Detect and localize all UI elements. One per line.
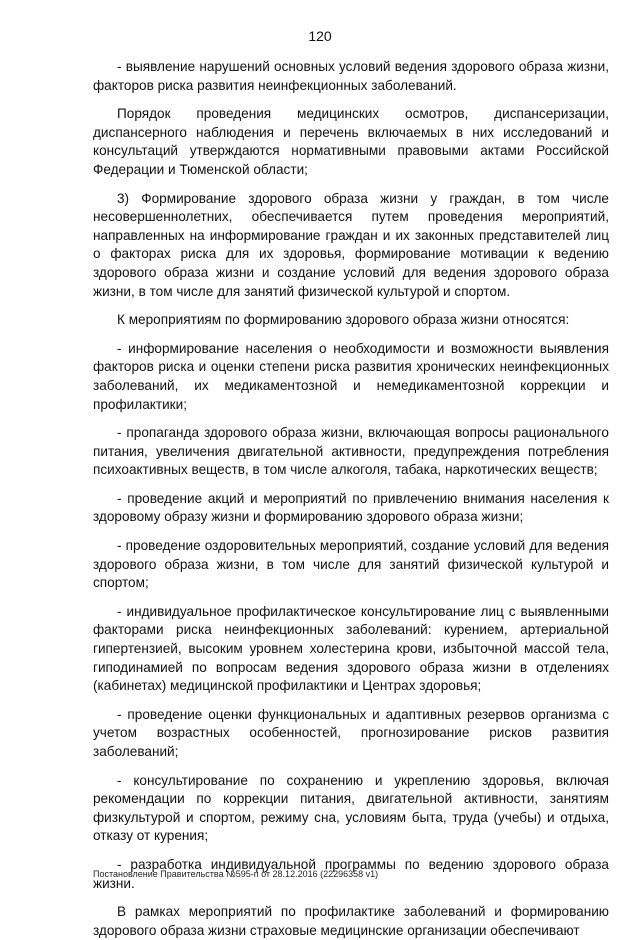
list-item: - проведение оздоровительных мероприятий, создание условий для ведения здорового образа жизни, в том числе для занятий физической культурой и спортом; xyxy=(93,538,609,591)
list-item: - проведение оценки функциональных и адаптивных резервов организма с учетом возрастных особенностей, прогнозирование рисков развития заболеваний; xyxy=(93,706,609,759)
paragraph: Порядок проведения медицинских осмотров, диспансеризации, диспансерного наблюдения и перечень включаемых в них исследований и консультаций утверждаются нормативными правовыми актами Российской Федерации и Тюменской области; xyxy=(93,106,609,177)
paragraph: - выявление нарушений основных условий ведения здорового образа жизни, факторов риска развития неинфекционных заболеваний. xyxy=(93,59,609,93)
paragraph: К мероприятиям по формированию здорового образа жизни относятся: xyxy=(117,312,570,328)
list-item: - индивидуальное профилактическое консультирование лиц с выявленными факторами риска неинфекционных заболеваний: курением, артериальной гипертензией, высоким уровнем холестерина крови, избыточной массой тела, гиподинамией по вопросам ведения здорового образа жизни в отделениях (кабинетах) медицинской профилактики и Центрах здоровья; xyxy=(93,603,609,694)
paragraph: В рамках мероприятий по профилактике заболеваний и формированию здорового образа жизни страховые медицинские организации обеспечивают xyxy=(93,904,609,938)
paragraph: 3) Формирование здорового образа жизни у граждан, в том числе несовершеннолетних, обеспечивается путем проведения мероприятий, направленных на информирование граждан и их законных представителей лиц о факторах риска для их здоровья, формирование мотивации к ведению здорового образа жизни и создание условий для ведения здорового образа жизни, в том числе для занятий физической культурой и спортом. xyxy=(93,190,609,299)
list-item: - проведение акций и мероприятий по привлечению внимания населения к здоровому образу жизни и формированию здорового образа жизни; xyxy=(93,490,609,525)
list-item: - разработка индивидуальной программы по ведению здорового образа жизни. xyxy=(93,856,609,891)
document-footer: Постановление Правительства №595-п от 28.12.2016 (22296358 v1) xyxy=(93,869,379,879)
list-item: - информирование населения о необходимости и возможности выявления факторов риска и оценки степени риска развития хронических неинфекционных заболеваний, их медикаментозной и немедикаментозной коррекции и профилактики; xyxy=(93,340,609,412)
document-body xyxy=(93,58,609,940)
page-number: 120 xyxy=(308,28,332,44)
list-item: - консультирование по сохранению и укреплению здоровья, включая рекомендации по коррекции питания, двигательной активности, занятиям физкультурой и спортом, режиму сна, условиям быта, труда (учебы) и отдыха, отказу от курения; xyxy=(93,772,609,844)
list-item: - пропаганда здорового образа жизни, включающая вопросы рационального питания, увеличения двигательной активности, предупреждения потребления психоактивных веществ, в том числе алкоголя, табака, наркотических веществ; xyxy=(93,425,609,478)
